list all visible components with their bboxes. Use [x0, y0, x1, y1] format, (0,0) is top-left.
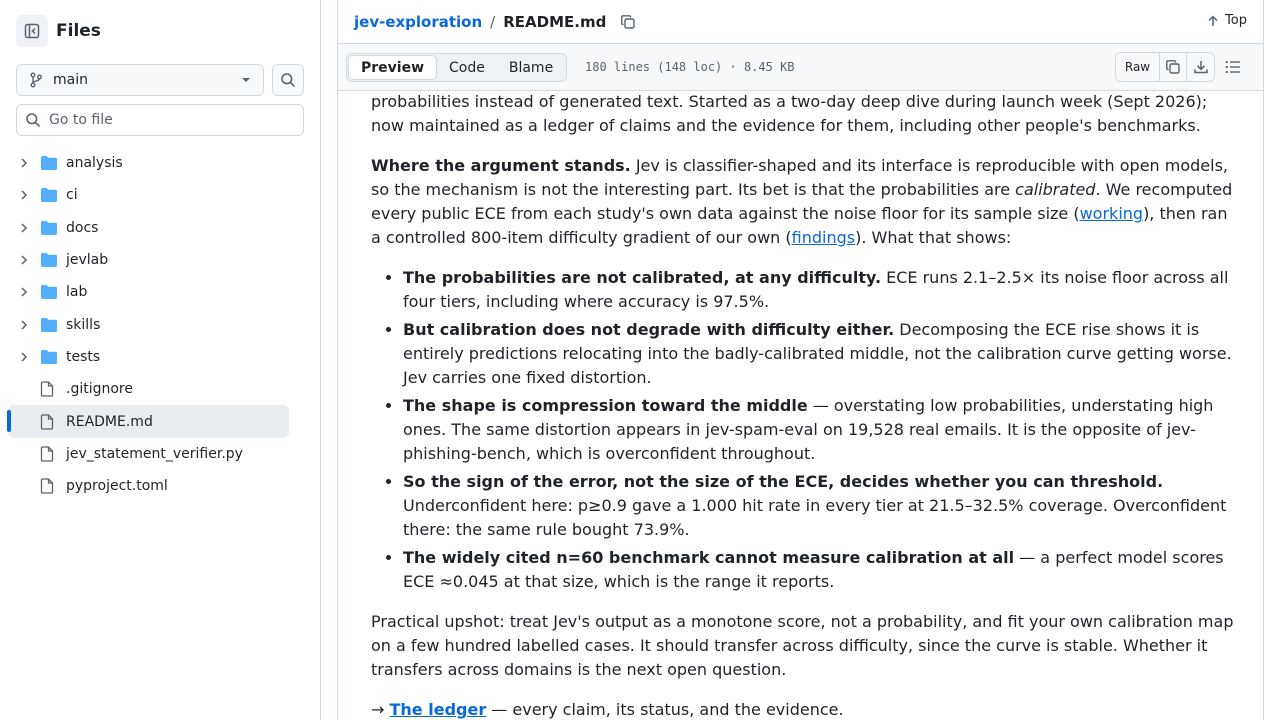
finding-text: Decomposing the ECE rise shows it is entirely predictions relocating into the badly-calibrated middle, not the calibration curve getting worse. Jev carries one fixed distortion.: [403, 320, 1232, 387]
copy-icon: [1165, 59, 1181, 75]
tree-file-gitignore[interactable]: [8, 373, 313, 405]
view-mode-tabs: [346, 53, 567, 82]
readme-upshot-paragraph: Practical upshot: treat Jev's output as a monotone score, not a probability, and fit your own calibration map on a few hundred labelled cases. It should transfer across difficulty, since the curve is stable. Whether it transfers across domains is the next open question.: [371, 612, 1234, 679]
chevron-right-icon[interactable]: [16, 222, 32, 234]
tree-folder-jevlab[interactable]: [8, 244, 313, 276]
branch-selector-button[interactable]: [16, 64, 264, 96]
finding-item: [403, 546, 1241, 594]
download-icon: [1193, 59, 1209, 75]
file-tree: [8, 147, 313, 502]
folder-icon: [40, 284, 58, 300]
tree-item-label: lab: [66, 284, 88, 301]
chevron-right-icon[interactable]: [16, 351, 32, 363]
finding-item: [403, 394, 1241, 466]
chevron-right-icon[interactable]: [16, 254, 32, 266]
readme-intro-paragraph: probabilities instead of generated text. Started as a two-day deep dive during launch week (Sept 2026); now maintained as a ledger of claims and the evidence for them, including other people's benchmarks.: [371, 92, 1208, 135]
readme-ledger-paragraph: [371, 698, 1241, 720]
tree-item-label: jev_statement_verifier.py: [66, 445, 243, 462]
folder-icon: [40, 155, 58, 171]
folder-icon: [40, 349, 58, 365]
outline-button[interactable]: [1221, 56, 1245, 78]
copy-path-button[interactable]: [620, 14, 636, 30]
tab-code[interactable]: Code: [449, 59, 485, 76]
tree-folder-skills[interactable]: [8, 308, 313, 340]
file-actions-group: [1115, 52, 1215, 82]
sidebar-collapse-icon: [24, 23, 40, 39]
findings-list: [371, 266, 1241, 594]
list-unordered-icon: [1225, 60, 1241, 74]
argument-text-3: ), then ran a controlled 800-item difficulty gradient of our own (: [371, 204, 1228, 247]
file-info: 180 lines (148 loc) · 8.45 KB: [585, 60, 795, 74]
tree-item-label: README.md: [66, 413, 153, 430]
tree-file-pyproject-toml[interactable]: [8, 470, 313, 502]
working-link[interactable]: working: [1079, 204, 1144, 223]
copy-raw-button[interactable]: [1160, 53, 1187, 81]
ledger-link[interactable]: The ledger: [389, 700, 487, 719]
tree-item-label: tests: [66, 348, 101, 365]
argument-emphasis: calibrated: [1015, 180, 1096, 199]
search-icon: [25, 112, 41, 128]
finding-text: — a perfect model scores ECE ≈0.045 at that size, which is the range it reports.: [403, 548, 1224, 591]
sidebar-title: Files: [56, 21, 101, 41]
chevron-right-icon[interactable]: [16, 189, 32, 201]
go-to-file-box: [16, 104, 304, 136]
folder-icon: [40, 220, 58, 236]
tree-folder-ci[interactable]: [8, 179, 313, 211]
ledger-arrow: →: [371, 700, 390, 719]
argument-text-1: Jev is classifier-shaped and its interface is reproducible with open models, so the mechanism is not the interesting part. Its bet is that the probabilities are: [371, 156, 1228, 199]
file-toolbar: [338, 44, 1263, 91]
folder-icon: [40, 252, 58, 268]
tree-item-label: docs: [66, 219, 99, 236]
finding-headline: The shape is compression toward the middle: [403, 396, 808, 415]
finding-item: [403, 266, 1241, 314]
argument-text-2: . We recomputed every public ECE from each study's own data against the noise floor for its sample size (: [371, 180, 1233, 223]
ledger-text: — every claim, its status, and the evidence.: [486, 700, 844, 719]
tree-item-label: .gitignore: [66, 381, 133, 398]
caret-down-icon: [241, 77, 251, 83]
tree-item-label: ci: [66, 187, 78, 204]
readme-content: [371, 91, 1241, 720]
search-icon: [280, 72, 296, 88]
tree-item-label: pyproject.toml: [66, 478, 168, 495]
tab-preview[interactable]: Preview: [348, 55, 437, 80]
finding-headline: The probabilities are not calibrated, at any difficulty.: [403, 268, 882, 287]
collapse-sidebar-button[interactable]: [16, 15, 48, 47]
branch-name: main: [53, 72, 88, 88]
git-branch-icon: [29, 72, 43, 88]
tree-file-readme-md[interactable]: [8, 405, 289, 437]
findings-link[interactable]: findings: [791, 228, 856, 247]
file-tree-sidebar: [0, 0, 321, 720]
finding-headline: But calibration does not degrade with difficulty either.: [403, 320, 895, 339]
tree-folder-analysis[interactable]: [8, 147, 313, 179]
file-view: [337, 0, 1264, 720]
file-icon: [40, 381, 58, 397]
folder-icon: [40, 187, 58, 203]
finding-text: ECE runs 2.1–2.5× its noise floor across all four tiers, including where accuracy is 97.5%.: [403, 268, 1229, 311]
sidebar-header: [16, 15, 101, 47]
go-to-file-input[interactable]: [49, 112, 289, 128]
raw-button[interactable]: Raw: [1116, 53, 1160, 81]
finding-text: — overstating low probabilities, understating high ones. The same distortion appears in jev-spam-eval on 19,528 real emails. It is the opposite of jev-phishing-bench, which is overconfident throughout.: [403, 396, 1214, 463]
file-icon: [40, 478, 58, 494]
finding-item: [403, 470, 1241, 542]
download-button[interactable]: [1187, 53, 1214, 81]
copy-icon: [620, 14, 636, 30]
tree-item-label: jevlab: [66, 252, 109, 269]
breadcrumb: [338, 0, 1263, 44]
tree-folder-tests[interactable]: [8, 341, 313, 373]
tree-file-jev-statement-verifier-py[interactable]: [8, 438, 313, 470]
finding-text: Underconfident here: p≥0.9 gave a 1.000 hit rate in every tier at 21.5–32.5% coverage. Overconfident there: the same rule bought 73.9%.: [403, 496, 1227, 539]
finding-item: [403, 318, 1241, 390]
arrow-up-icon: [1206, 14, 1220, 28]
search-files-button[interactable]: [272, 64, 304, 96]
file-icon: [40, 446, 58, 462]
readme-argument-paragraph: [371, 154, 1241, 250]
finding-headline: The widely cited n=60 benchmark cannot measure calibration at all: [403, 548, 1015, 567]
file-icon: [40, 414, 58, 430]
breadcrumb-repo-link[interactable]: jev-exploration: [354, 12, 483, 31]
folder-icon: [40, 317, 58, 333]
tree-folder-lab[interactable]: [8, 276, 313, 308]
chevron-right-icon[interactable]: [16, 286, 32, 298]
argument-text-4: ). What that shows:: [855, 228, 1012, 247]
tree-item-label: analysis: [66, 155, 123, 172]
tab-blame[interactable]: Blame: [508, 59, 554, 76]
tree-item-label: skills: [66, 316, 101, 333]
chevron-right-icon[interactable]: [16, 319, 32, 331]
breadcrumb-separator: /: [490, 12, 496, 31]
chevron-right-icon[interactable]: [16, 157, 32, 169]
breadcrumb-file-name: README.md: [503, 12, 607, 31]
back-to-top-button[interactable]: [1206, 13, 1247, 28]
back-to-top-label: Top: [1225, 13, 1247, 28]
tree-folder-docs[interactable]: [8, 212, 313, 244]
argument-lead: Where the argument stands.: [371, 156, 631, 175]
finding-headline: So the sign of the error, not the size of the ECE, decides whether you can threshold.: [403, 472, 1164, 491]
